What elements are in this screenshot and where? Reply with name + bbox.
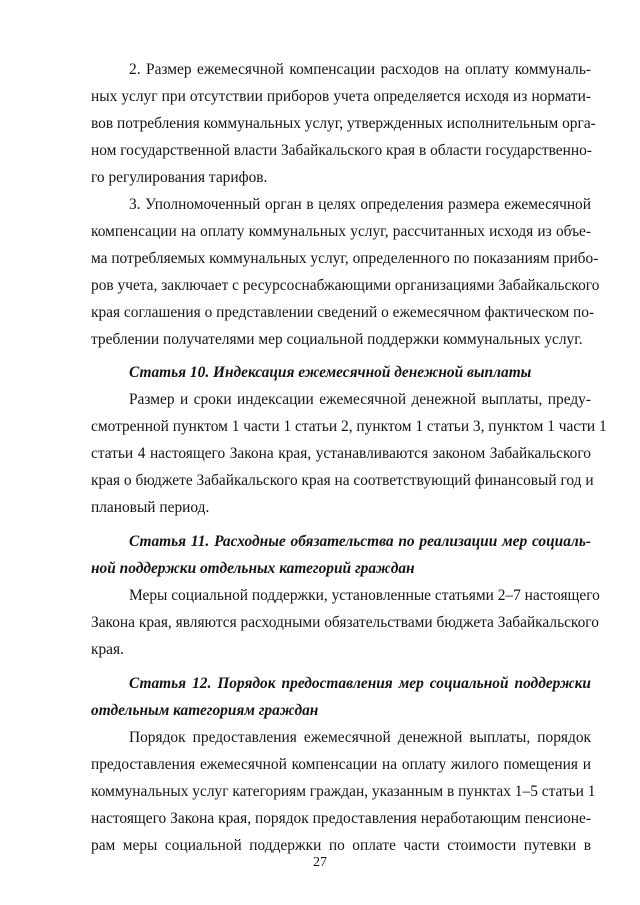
page-content	[91, 56, 607, 859]
paragraph-line: рам меры социальной поддержки по оплате части стоимости путевки в	[91, 837, 591, 854]
page-number: 27	[313, 855, 327, 870]
paragraph-line: плановый период.	[91, 499, 210, 516]
article-11-heading	[91, 528, 591, 582]
paragraph-line: настоящего Закона края, порядок предоставления неработающим пенсионе-	[91, 810, 591, 827]
article-11-body	[91, 582, 600, 663]
article-10-body	[91, 386, 607, 521]
paragraph-line: ма потребляемых коммунальных услуг, определенного по показаниям прибо-	[91, 250, 599, 267]
article-heading-line: Статья 11. Расходные обязательства по реализации мер социаль-	[129, 533, 591, 550]
paragraph-3	[91, 191, 600, 353]
article-12-heading	[91, 670, 591, 724]
paragraph-line: го регулирования тарифов.	[91, 169, 268, 186]
paragraph-line: смотренной пунктом 1 части 1 статьи 2, пунктом 1 статьи 3, пунктом 1 части 1	[91, 418, 607, 435]
paragraph-line: компенсации на оплату коммунальных услуг, рассчитанных исходя из объе-	[91, 223, 591, 240]
paragraph-line: статьи 4 настоящего Закона края, устанавливаются законом Забайкальского	[91, 445, 591, 462]
paragraph-line: 3. Уполномоченный орган в целях определения размера ежемесячной	[129, 196, 591, 213]
article-10-heading	[91, 359, 591, 386]
paragraph-line: ров учета, заключает с ресурсоснабжающими организациями Забайкальского	[91, 277, 600, 294]
article-heading-line: Статья 12. Порядок предоставления мер социальной поддержки	[129, 675, 591, 692]
paragraph-line: Порядок предоставления ежемесячной денежной выплаты, порядок	[129, 729, 591, 746]
spacer	[91, 521, 591, 528]
paragraph-line: предоставления ежемесячной компенсации на оплату жилого помещения и	[91, 756, 591, 773]
paragraph-line: Размер и сроки индексации ежемесячной денежной выплаты, преду-	[129, 391, 591, 408]
paragraph-line: края о бюджете Забайкальского края на соответствующий финансовый год и	[91, 472, 594, 489]
paragraph-line: ном государственной власти Забайкальского края в области государственно-	[91, 142, 592, 159]
paragraph-line: коммунальных услуг категориям граждан, указанным в пунктах 1–5 статьи 1	[91, 783, 596, 800]
paragraph-line: ных услуг при отсутствии приборов учета определяется исходя из нормати-	[91, 88, 591, 105]
paragraph-line: края.	[91, 641, 124, 658]
paragraph-line: 2. Размер ежемесячной компенсации расходов на оплату коммуналь-	[129, 61, 591, 78]
article-12-body	[91, 724, 596, 859]
article-heading-line: ной поддержки отдельных категорий граждан	[91, 560, 415, 577]
paragraph-2	[91, 56, 596, 191]
paragraph-line: вов потребления коммунальных услуг, утвержденных исполнительным орга-	[91, 115, 596, 132]
article-heading-line: отдельным категориям граждан	[91, 702, 319, 719]
paragraph-line: Меры социальной поддержки, установленные статьями 2–7 настоящего	[129, 587, 600, 604]
article-heading-line: Статья 10. Индексация ежемесячной денежной выплаты	[129, 364, 532, 381]
paragraph-line: треблении получателями мер социальной поддержки коммунальных услуг.	[91, 331, 583, 348]
paragraph-line: Закона края, являются расходными обязательствами бюджета Забайкальского	[91, 614, 599, 631]
paragraph-line: края соглашения о представлении сведений о ежемесячном фактическом по-	[91, 304, 595, 321]
spacer	[91, 663, 591, 670]
